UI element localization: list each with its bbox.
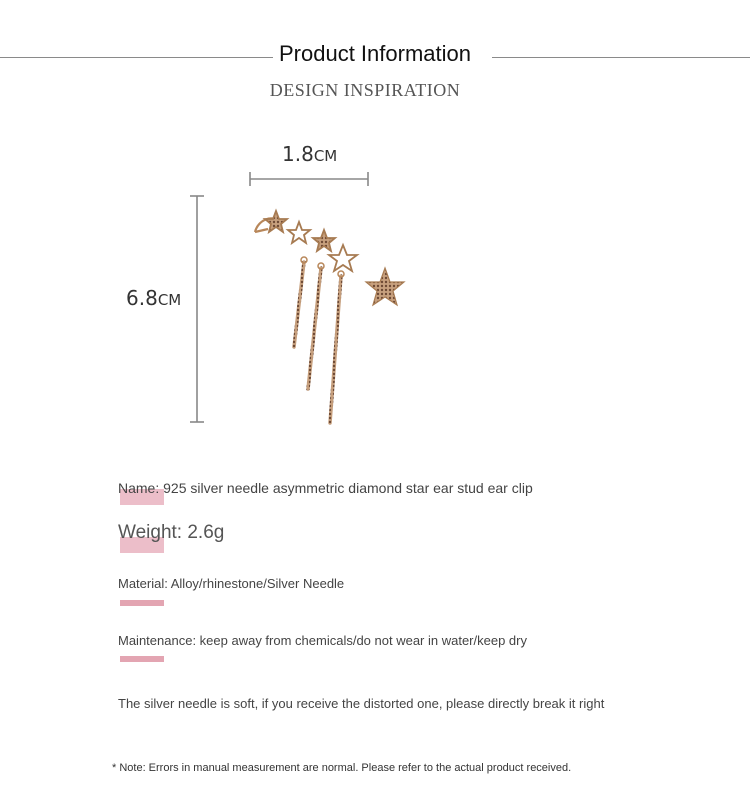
maintenance-highlight-mark bbox=[120, 656, 164, 662]
spec-material: Material: Alloy/rhinestone/Silver Needle bbox=[118, 576, 345, 591]
star-1-icon bbox=[265, 211, 287, 232]
star-2-icon bbox=[288, 222, 310, 243]
star-chain bbox=[265, 211, 357, 271]
width-measure-line bbox=[250, 172, 368, 186]
spec-name: Name: 925 silver needle asymmetric diamond star ear stud ear clip bbox=[118, 480, 533, 496]
height-value: 6.8 bbox=[126, 286, 158, 310]
star-4-icon bbox=[329, 245, 357, 271]
height-unit: CM bbox=[157, 291, 182, 309]
spec-weight: Weight: 2.6g bbox=[118, 522, 225, 543]
star-3-icon bbox=[313, 230, 335, 251]
width-value: 1.8 bbox=[282, 142, 314, 166]
tassel-chains bbox=[294, 262, 341, 423]
height-measure-line bbox=[190, 196, 204, 422]
star-stud-icon bbox=[366, 268, 404, 305]
section-subtitle: DESIGN INSPIRATION bbox=[269, 80, 461, 100]
page-title: Product Information bbox=[0, 41, 750, 67]
measurement-footnote: * Note: Errors in manual measurement are normal. Please refer to the actual product received. bbox=[112, 762, 572, 774]
spec-needle-note: The silver needle is soft, if you receive the distorted one, please directly break it right bbox=[118, 696, 605, 711]
spec-maintenance: Maintenance: keep away from chemicals/do not wear in water/keep dry bbox=[118, 633, 527, 648]
material-highlight-mark bbox=[120, 600, 164, 606]
width-unit: CM bbox=[313, 147, 338, 165]
